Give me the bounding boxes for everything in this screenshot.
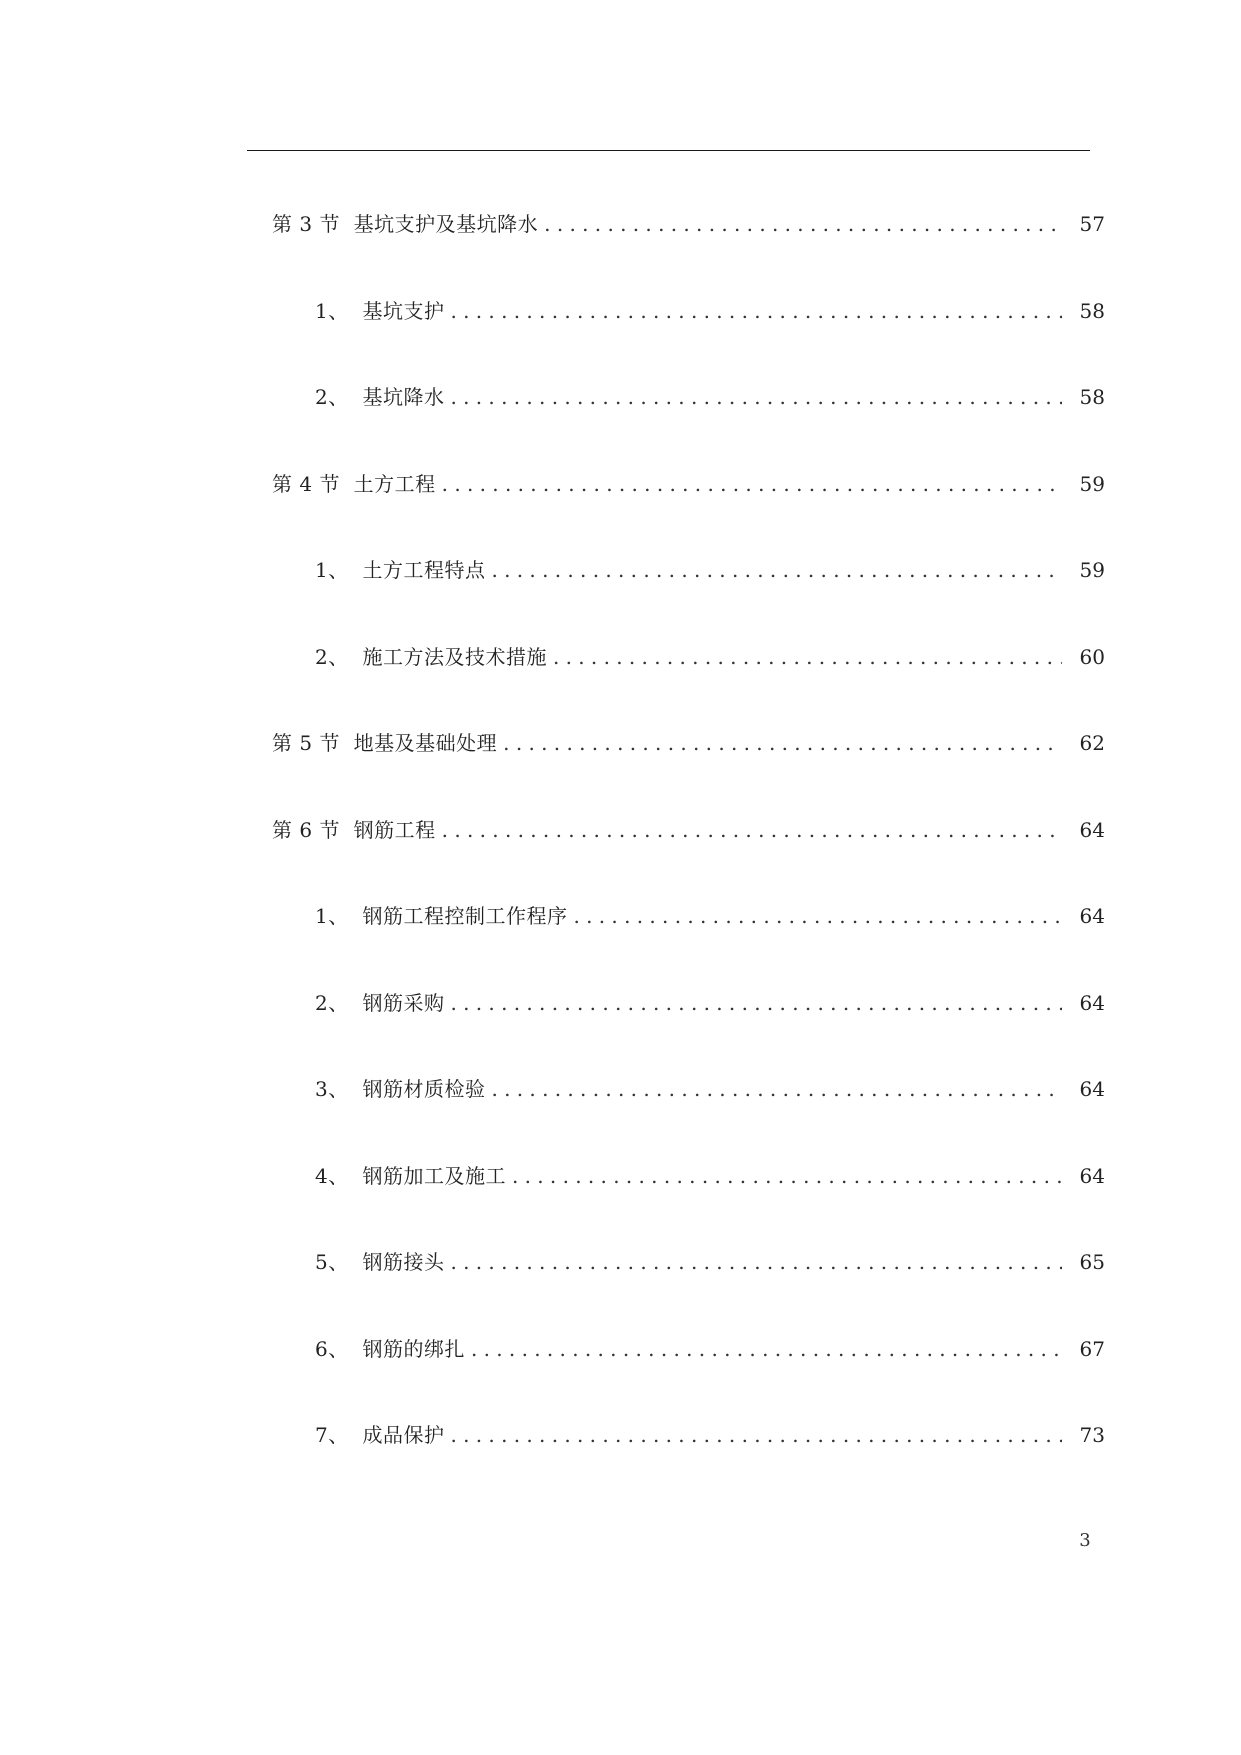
toc-entry[interactable] xyxy=(0,204,1241,244)
page-number: 3 xyxy=(1079,1530,1091,1551)
toc-dot-leader xyxy=(544,204,1105,244)
toc-entry[interactable] xyxy=(0,1069,1241,1109)
toc-entry[interactable] xyxy=(0,377,1241,417)
toc-page-number: 67 xyxy=(1062,1329,1105,1369)
toc-dot-leader xyxy=(442,810,1105,850)
toc-page-number: 64 xyxy=(1062,810,1105,850)
toc-entry[interactable] xyxy=(0,637,1241,677)
toc-entry-label: 2、 基坑降水 xyxy=(315,385,445,409)
toc-page-number: 64 xyxy=(1062,1156,1105,1196)
toc-entry[interactable] xyxy=(0,550,1241,590)
toc-page-number: 59 xyxy=(1062,550,1105,590)
toc-entry-label: 3、 钢筋材质检验 xyxy=(315,1077,486,1101)
toc-page-number: 59 xyxy=(1062,464,1105,504)
toc-entry[interactable] xyxy=(0,896,1241,936)
toc-entry[interactable] xyxy=(0,810,1241,850)
toc-page-number: 64 xyxy=(1062,983,1105,1023)
toc-dot-leader xyxy=(442,464,1105,504)
toc-entry[interactable] xyxy=(0,983,1241,1023)
toc-entry[interactable] xyxy=(0,1156,1241,1196)
toc-page-number: 57 xyxy=(1062,204,1105,244)
toc-entry-label: 2、 钢筋采购 xyxy=(315,991,445,1015)
toc-entry-label: 4、 钢筋加工及施工 xyxy=(315,1164,506,1188)
toc-dot-leader xyxy=(450,291,1105,331)
toc-entry[interactable] xyxy=(0,1329,1241,1369)
toc-entry[interactable] xyxy=(0,1415,1241,1455)
toc-entry-label: 第 3 节 基坑支护及基坑降水 xyxy=(272,212,539,236)
toc-page-number: 58 xyxy=(1062,291,1105,331)
toc-dot-leader xyxy=(450,1415,1105,1455)
toc-dot-leader xyxy=(450,377,1105,417)
header-rule xyxy=(247,150,1090,151)
toc-dot-leader xyxy=(512,1156,1105,1196)
toc-dot-leader xyxy=(553,637,1105,677)
toc-entry-label: 1、 基坑支护 xyxy=(315,299,445,323)
toc-page-number: 60 xyxy=(1062,637,1105,677)
toc-entry[interactable] xyxy=(0,464,1241,504)
toc-page-number: 62 xyxy=(1062,723,1105,763)
toc-entry[interactable] xyxy=(0,291,1241,331)
toc-page-number: 64 xyxy=(1062,896,1105,936)
toc-dot-leader xyxy=(450,1242,1105,1282)
toc-page-number: 73 xyxy=(1062,1415,1105,1455)
toc-dot-leader xyxy=(503,723,1105,763)
toc-entry-label: 第 6 节 钢筋工程 xyxy=(272,818,436,842)
toc-entry-label: 第 5 节 地基及基础处理 xyxy=(272,731,498,755)
toc-dot-leader xyxy=(491,1069,1105,1109)
toc-entry-label: 5、 钢筋接头 xyxy=(315,1250,445,1274)
toc-dot-leader xyxy=(471,1329,1105,1369)
toc-page-number: 58 xyxy=(1062,377,1105,417)
toc-dot-leader xyxy=(491,550,1105,590)
toc-entry-label: 6、 钢筋的绑扎 xyxy=(315,1337,465,1361)
toc-page-number: 65 xyxy=(1062,1242,1105,1282)
toc-dot-leader xyxy=(450,983,1105,1023)
toc-entry-label: 1、 土方工程特点 xyxy=(315,558,486,582)
toc-entry-label: 1、 钢筋工程控制工作程序 xyxy=(315,904,568,928)
toc-dot-leader xyxy=(573,896,1105,936)
toc-page-number: 64 xyxy=(1062,1069,1105,1109)
toc-entry-label: 2、 施工方法及技术措施 xyxy=(315,645,547,669)
toc-entry-label: 7、 成品保护 xyxy=(315,1423,445,1447)
toc-entry[interactable] xyxy=(0,1242,1241,1282)
toc-entry[interactable] xyxy=(0,723,1241,763)
toc-entry-label: 第 4 节 土方工程 xyxy=(272,472,436,496)
